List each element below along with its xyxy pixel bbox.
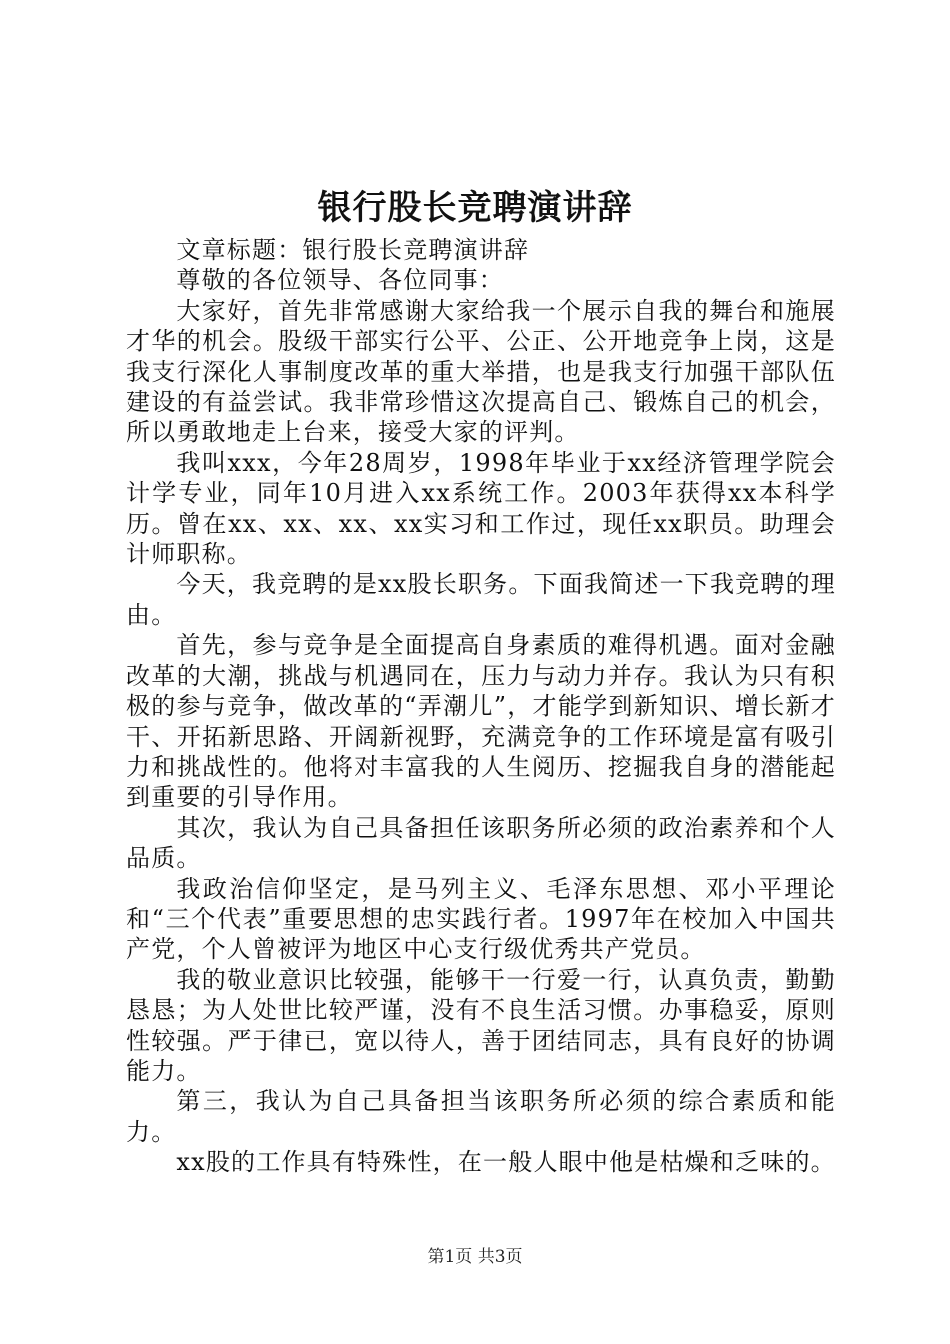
paragraph: 其次，我认为自己具备担任该职务所必须的政治素养和个人品质。 xyxy=(126,813,836,873)
paragraph-salutation: 尊敬的各位领导、各位同事： xyxy=(176,266,504,295)
paragraph: 大家好，首先非常感谢大家给我一个展示自我的舞台和施展才华的机会。股级干部实行公平、公正、公开地竞争上岗，这是我支行深化人事制度改革的重大举措，也是我支行加强干部队伍建设的有益尝试。我非常珍惜这次提高自己、锻炼自己的机会，所以勇敢地走上台来，接受大家的评判。 xyxy=(126,296,836,447)
paragraph: xx股的工作具有特殊性，在一般人眼中他是枯燥和乏味的。 xyxy=(176,1148,836,1177)
paragraph: 首先，参与竞争是全面提高自身素质的难得机遇。面对金融改革的大潮，挑战与机遇同在，压力与动力并存。我认为只有积极的参与竞争，做改革的“弄潮儿”，才能学到新知识、增长新才干、开拓新思路、开阔新视野，充满竞争的工作环境是富有吸引力和挑战性的。他将对丰富我的人生阅历、挖掘我自身的潜能起到重要的引导作用。 xyxy=(126,631,836,812)
document-title: 银行股长竞聘演讲辞 xyxy=(317,188,633,228)
paragraph: 我叫xxx，今年28周岁，1998年毕业于xx经济管理学院会计学专业，同年10月进入xx系统工作。2003年获得xx本科学历。曾在xx、xx、xx、xx实习和工作过，现任xx职员。助理会计师职称。 xyxy=(126,448,836,569)
paragraph: 第三，我认为自己具备担当该职务所必须的综合素质和能力。 xyxy=(126,1087,836,1146)
paragraph: 我的敬业意识比较强，能够干一行爱一行，认真负责，勤勤恳恳；为人处世比较严谨，没有不良生活习惯。办事稳妥，原则性较强。严于律已，宽以待人，善于团结同志，具有良好的协调能力。 xyxy=(126,965,836,1085)
document-body xyxy=(126,235,836,1178)
page-footer: 第1页 共3页 xyxy=(427,1247,523,1267)
paragraph: 我政治信仰坚定，是马列主义、毛泽东思想、邓小平理论和“三个代表”重要思想的忠实践行者。1997年在校加入中国共产党，个人曾被评为地区中心支行级优秀共产党员。 xyxy=(126,874,836,964)
paragraph-article-title: 文章标题：银行股长竞聘演讲辞 xyxy=(176,236,530,264)
paragraph: 今天，我竞聘的是xx股长职务。下面我简述一下我竞聘的理由。 xyxy=(126,570,836,629)
